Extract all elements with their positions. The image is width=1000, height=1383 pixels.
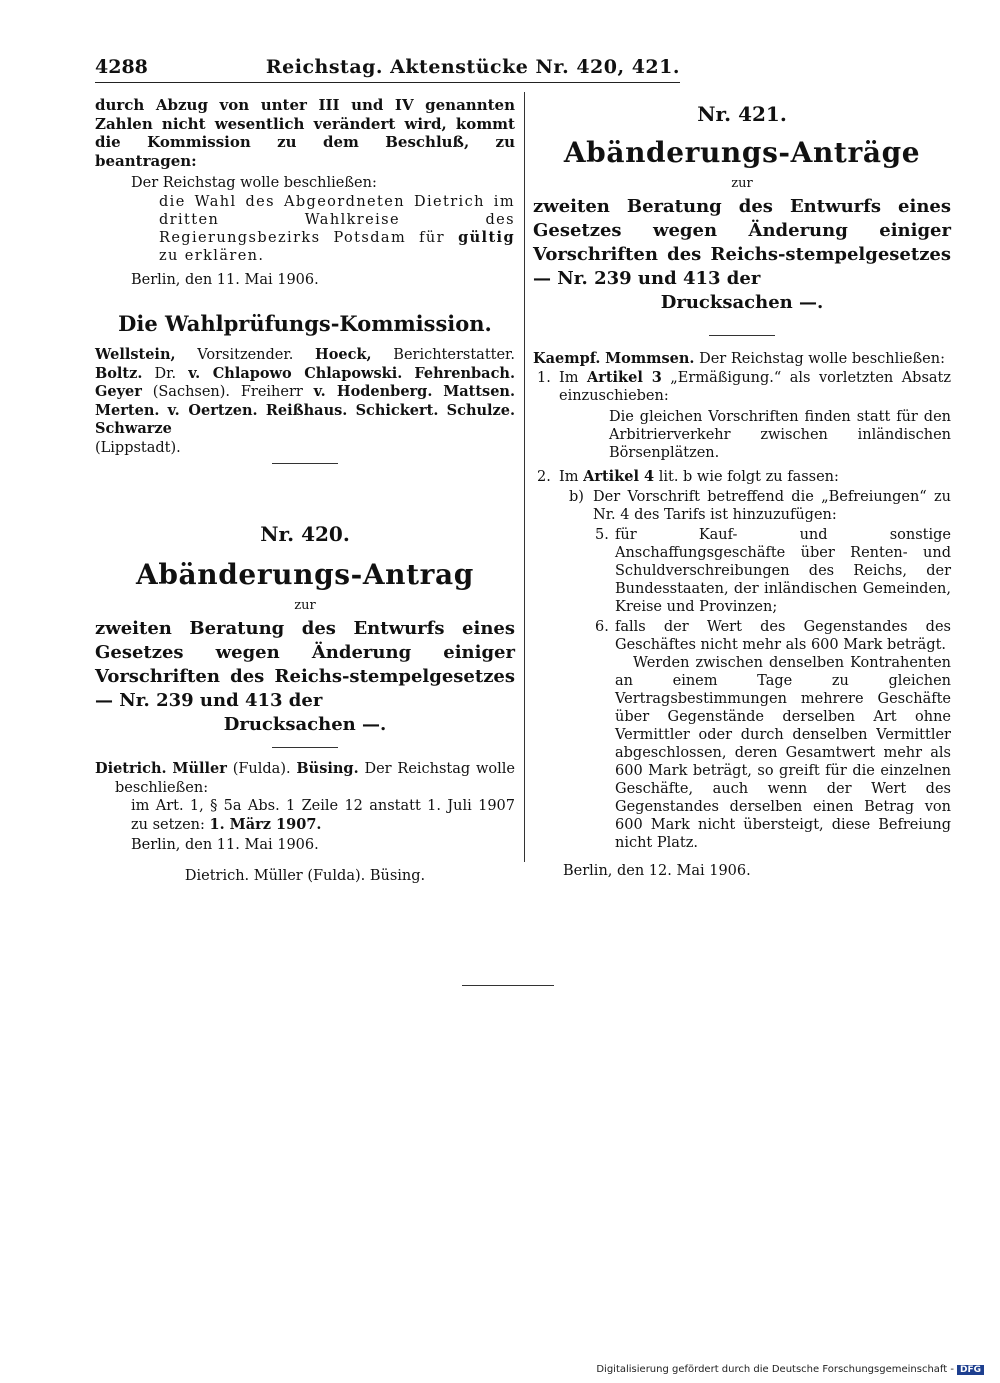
doc421-item2-pre: Im <box>559 468 579 485</box>
commission-role <box>402 366 414 382</box>
column-divider <box>524 92 525 862</box>
commission-member: v. Oertzen. <box>167 401 258 419</box>
commission-member: Hoeck, <box>315 346 372 363</box>
doc421-mover-2: Mommsen. <box>605 350 695 367</box>
commission-role <box>258 403 266 419</box>
digitization-credit <box>596 1364 984 1375</box>
doc421-sub6-text: falls der Wert des Gegenstandes des Geschäftes nicht mehr als 600 Mark beträgt. <box>615 619 951 653</box>
running-head: Reichstag. Aktenstücke Nr. 420, 421. <box>265 56 680 78</box>
intro-paragraph: durch Abzug von unter III und IV genannten Zahlen nicht wesentlich verändert wird, kommt die Kommission zu dem Beschluß, zu beantragen: <box>95 96 515 170</box>
doc421-sub6-paragraph: Werden zwischen denselben Kontrahenten an einem Tage zu gleichen Vertragsbestimmungen mehrere Geschäfte über Gegenstände derselben Art ohne Vermittler oder durch denselben Vermittler abgeschlossen, deren Gesamtwert mehr als 600 Mark beträgt, so greift für die einzelnen Geschäfte, auch wenn der Wert des Gegenstandes derselben einen Betrag von 600 Mark nicht übersteigt, diese Befreiung nicht Platz. <box>615 655 951 851</box>
doc421-item1-pre: Im <box>559 369 579 386</box>
doc421-item1-num: 1. <box>537 369 551 386</box>
doc421-sub5-text: für Kauf- und sonstige Anschaffungsgeschäfte über Renten- und Schuldverschreibungen des Reichs, der Bundesstaaten, der inländischen Gemeinden, Kreise und Provinzen; <box>615 527 951 615</box>
doc421-item2-num: 2. <box>537 468 551 485</box>
resolution-intro: Der Reichstag wolle beschließen: <box>131 175 377 191</box>
commission-member: Boltz. <box>95 364 143 382</box>
doc420-motion <box>95 760 515 797</box>
doc421-item2-body <box>559 468 951 487</box>
doc420-mover-1: Dietrich. <box>95 760 167 777</box>
resolution-text <box>95 193 515 265</box>
commission-member: Schwarze <box>95 420 172 437</box>
commission-title: Die Wahlprüfungs-Kommission. <box>118 311 492 336</box>
doc420-motion-plain: im Art. 1, § 5a Abs. 1 Zeile 12 anstatt 1. Juli 1907 zu setzen: <box>131 798 515 833</box>
doc420-mover-3: Büsing. <box>296 760 359 777</box>
doc421-item1-body <box>559 369 951 406</box>
page-number: 4288 <box>95 56 148 78</box>
doc421-item2-bold: Artikel 4 <box>583 467 655 485</box>
doc421-item1-post: „Ermäßigung.“ als vorletzten Absatz einzuschieben: <box>559 369 952 404</box>
resolution-text-post: zu erklären. <box>159 247 265 264</box>
doc421-sub-6 <box>533 618 951 654</box>
doc420-number: Nr. 420. <box>260 522 350 546</box>
left-column <box>95 96 515 885</box>
doc421-motion-intro: Der Reichstag wolle beschließen: <box>694 351 945 367</box>
doc421-sub-b-text: Der Vorschrift betreffend die „Befreiungen“ zu Nr. 4 des Tarifs ist hinzuzufügen: <box>593 489 951 523</box>
end-rule <box>462 985 554 986</box>
doc420-title: Abänderungs-Antrag <box>136 558 474 591</box>
commission-member: Mattsen. <box>443 383 516 400</box>
doc421-date: Berlin, den 12. Mai 1906. <box>563 863 751 879</box>
doc421-item-2 <box>533 468 951 487</box>
members-tail: (Lippstadt). <box>95 439 181 456</box>
doc421-subtitle-last: Drucksachen —. <box>660 292 824 313</box>
doc421-title: Abänderungs-Anträge <box>563 136 921 169</box>
doc421-item-1 <box>533 369 951 406</box>
dfg-logo: DFG <box>957 1365 984 1375</box>
commission-member: v. Chlapowo Chlapowski. <box>188 364 403 382</box>
doc421-item1-bold: Artikel 3 <box>586 368 662 386</box>
commission-role <box>438 403 446 419</box>
commission-role <box>347 403 355 419</box>
doc421-zur: zur <box>731 176 753 191</box>
doc420-subtitle-last: Drucksachen —. <box>223 714 387 735</box>
commission-member: Wellstein, <box>95 346 176 363</box>
right-column <box>533 96 951 881</box>
doc421-item2-post: lit. b wie folgt zu fassen: <box>658 468 839 485</box>
doc421-sub5-label: 5. <box>595 527 609 543</box>
doc421-rule <box>709 335 775 336</box>
commission-member: Reißhaus. <box>265 401 348 419</box>
doc420-date: Berlin, den 11. Mai 1906. <box>131 837 319 853</box>
doc420-mover-2: Müller <box>172 760 227 777</box>
doc421-sub-b-label: b) <box>569 489 584 505</box>
resolution-bold: gültig <box>458 228 515 246</box>
doc420-motion-text <box>95 797 515 834</box>
commission-role: Vorsitzender. <box>175 347 316 363</box>
doc421-number: Nr. 421. <box>697 102 787 126</box>
commission-role: Berichterstatter. <box>371 347 515 363</box>
commission-role: (Sachsen). Freiherr <box>141 384 314 400</box>
commission-role: Dr. <box>142 365 189 382</box>
doc420-signatures: Dietrich. Müller (Fulda). Büsing. <box>184 867 426 884</box>
commission-member: Schulze. <box>446 401 516 419</box>
commission-members <box>95 346 515 439</box>
commission-member: Schickert. <box>355 401 439 419</box>
date-line-1: Berlin, den 11. Mai 1906. <box>131 271 319 288</box>
doc421-item1-quote: Die gleichen Vorschriften finden statt für den Arbitrierverkehr zwischen inländischen Börsenplätzen. <box>609 408 951 461</box>
doc420-motion-intro: Der Reichstag wolle beschließen: <box>115 761 516 796</box>
doc420-subtitle: zweiten Beratung des Entwurfs eines Gesetzes wegen Änderung einiger Vorschriften des Reichs-stempelgesetzes — Nr. 239 und 413 der <box>95 618 515 711</box>
commission-role <box>432 384 443 400</box>
commission-role <box>159 403 167 419</box>
page-header <box>95 56 680 83</box>
commission-member: Merten. <box>95 401 160 419</box>
doc421-motion <box>533 350 951 369</box>
commission-member: v. Hodenberg. <box>313 383 433 400</box>
doc420-mover-plain: (Fulda). <box>226 761 297 777</box>
credit-text: Digitalisierung gefördert durch die Deutsche Forschungsgemeinschaft - <box>596 1364 954 1375</box>
resolution-text-pre: die Wahl des Abgeordneten Dietrich im dritten Wahlkreise des Regierungsbezirks Potsdam für <box>159 193 515 246</box>
members-list <box>95 347 515 437</box>
commission-member: Geyer <box>95 383 142 400</box>
doc421-sub-b <box>533 488 951 524</box>
doc420-rule <box>272 747 338 748</box>
commission-member: Fehrenbach. <box>414 364 515 382</box>
doc420-zur: zur <box>294 598 316 613</box>
doc420-motion-bold: 1. März 1907. <box>209 815 322 833</box>
doc421-subtitle: zweiten Beratung des Entwurfs eines Gesetzes wegen Änderung einiger Vorschriften des Reichs-stempelgesetzes — Nr. 239 und 413 der <box>533 196 951 289</box>
doc421-sub-5 <box>533 526 951 616</box>
doc421-sub6-label: 6. <box>595 619 609 635</box>
doc421-mover-1: Kaempf. <box>533 350 601 367</box>
